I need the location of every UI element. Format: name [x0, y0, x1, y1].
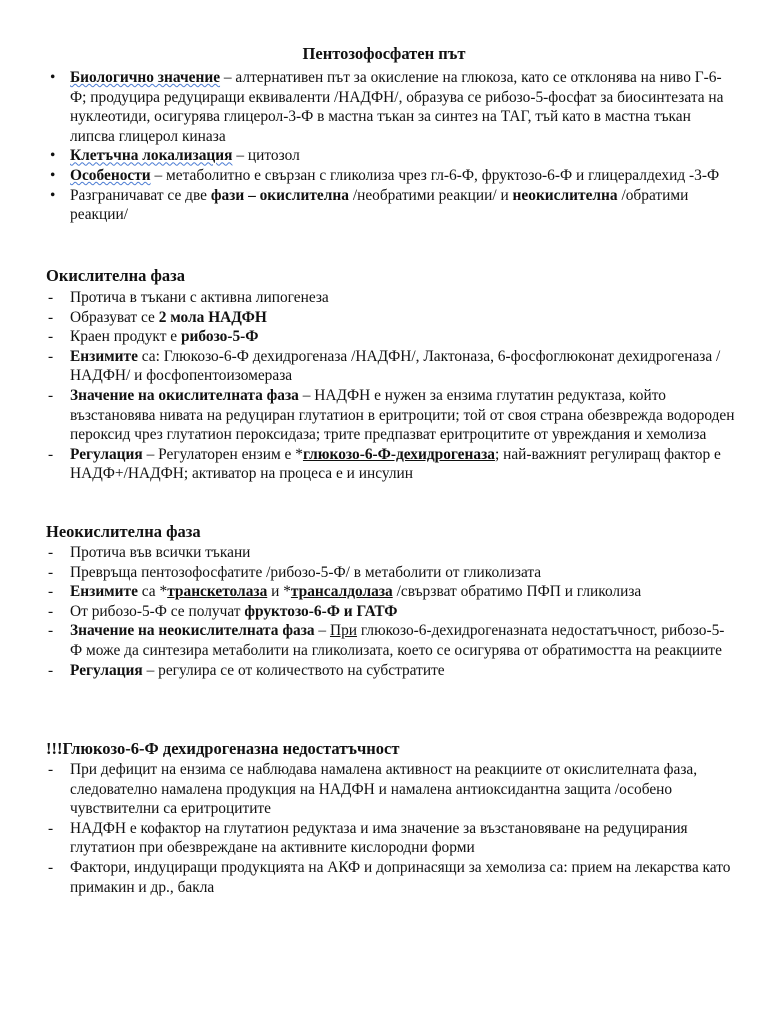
list-item	[46, 288, 736, 308]
item-bold: Регулация	[70, 661, 143, 679]
item-bold: Значение на окислителната фаза	[70, 386, 299, 404]
item-text: –	[314, 622, 330, 640]
item-text: /свързват обратимо ПФП и гликолиза	[392, 583, 642, 601]
item-text: – НАДФН е нужен за ензима глутатин редуктаза, който възстановява нивата на редуциран глутатион в еритроцити; той от своя страна обезврежда водороден пероксид чрез глутатион пероксидаза; трите предпазват еритроцитите от увреждания и хемолиза	[70, 386, 735, 444]
item-text: Краен продукт е	[70, 328, 181, 346]
deficiency-section	[46, 760, 736, 897]
item-text: – метаболитно е свързан с гликолиза чрез гл-6-Ф, фруктозо-6-Ф и глицералдехид -3-Ф	[150, 166, 720, 184]
list-item	[46, 445, 736, 484]
intro-section	[46, 68, 736, 225]
list-item	[46, 621, 736, 660]
page-title: Пентозофосфатен път	[302, 44, 466, 63]
item-text: Образуват се	[70, 308, 159, 326]
item-text: – цитозол	[232, 147, 300, 165]
list-item	[46, 166, 736, 186]
intro-list	[46, 68, 736, 225]
list-item	[46, 858, 736, 897]
item-label: Особености	[70, 166, 151, 184]
item-bold: фруктозо-6-Ф и ГАТФ	[244, 602, 398, 620]
nonoxidative-section	[46, 543, 736, 680]
item-text: – регулира се от количеството на субстратите	[142, 661, 445, 679]
section-heading-deficiency: !!!Глюкозо-6-Ф дехидрогеназна недостатъчност	[46, 739, 400, 758]
item-bold: фази	[210, 186, 245, 204]
list-item	[46, 347, 736, 386]
oxidative-list	[46, 288, 736, 484]
list-item	[46, 819, 736, 858]
item-text: От рибозо-5-Ф се получат	[70, 602, 245, 620]
item-bold: рибозо-5-Ф	[180, 328, 259, 346]
item-text: – алтернативен път за окисление на глюкоза, като се отклонява на ниво Г-6-Ф; продуцира редуциращи еквиваленти /НАДФН/, образува се рибозо-5-фосфат за биосинтезата на нуклеотиди, осигурява глицерол-3-Ф в мастна тъкан за синтез на ТАГ, тъй като в мастна тъкан липсва глицерол киназа	[70, 69, 724, 145]
item-label: Биологично значение	[70, 69, 221, 86]
section-heading-nonoxidative: Неокислителна фаза	[46, 522, 201, 541]
item-bold: Ензимите	[70, 583, 138, 601]
item-underlined: транскетолаза	[167, 583, 268, 601]
item-text: Протича във всички тъкани	[70, 544, 251, 561]
list-item	[46, 661, 736, 681]
list-item	[46, 760, 736, 819]
deficiency-list	[46, 760, 736, 897]
list-item	[46, 543, 736, 563]
item-text: НАДФН е кофактор на глутатион редуктаза и има значение за възстановяване на редуцирания глутатион при обезвреждане на активните кислородни форми	[70, 819, 688, 857]
item-text: глюкозо-6-дехидрогеназната недостатъчност, рибозо-5-Ф може да синтезира метаболити на гликолизата, което се осигурява от обратимостта на реакциите	[70, 622, 725, 659]
item-bold: –	[244, 186, 260, 204]
list-item	[46, 386, 736, 445]
item-underlined: глюкозо-6-Ф-дехидрогеназа	[302, 445, 495, 463]
list-item	[46, 146, 736, 166]
item-text: са *	[137, 583, 168, 601]
item-bold: 2 мола НАДФН	[158, 308, 267, 326]
list-item	[46, 582, 736, 602]
section-heading-oxidative: Окислителна фаза	[46, 266, 186, 285]
item-label: Клетъчна локализация	[70, 147, 233, 165]
item-text: са: Глюкозо-6-Ф дехидрогеназа /НАДФН/, Лактоназа, 6-фосфоглюконат дехидрогеназа /НАДФН/ и фосфопентоизомераза	[70, 347, 721, 385]
list-item	[46, 602, 736, 622]
item-text: ; най-важният регулиращ фактор е НАДФ+/НАДФН; активатор на процеса е и инсулин	[70, 445, 721, 483]
item-underlined: трансалдолаза	[290, 583, 393, 601]
list-item	[46, 327, 736, 347]
item-bold: неокислителна	[512, 186, 618, 204]
item-text: Разграничават се две	[70, 186, 211, 204]
list-item	[46, 563, 736, 583]
item-text: – Регулаторен ензим е *	[142, 445, 303, 463]
list-item	[46, 186, 736, 225]
item-text: При дефицит на ензима се наблюдава намалена активност на реакциите от окислителната фаза, следователно намалена продукция на НАДФН и намалена антиоксидантна защита /особено чувствителни са еритроцитите	[70, 761, 698, 818]
item-text: Превръща пентозофосфатите /рибозо-5-Ф/ в метаболити от гликолизата	[70, 563, 542, 581]
item-text: и *	[267, 583, 291, 601]
item-bold: Ензимите	[70, 347, 138, 365]
item-bold: Значение на неокислителната фаза	[70, 622, 315, 640]
item-text: Фактори, индуциращи продукцията на АКФ и допринасящи за хемолиза са: прием на лекарства като примакин и др., бакла	[70, 858, 731, 896]
list-item	[46, 308, 736, 328]
item-text: /обратими реакции/	[70, 186, 689, 224]
list-item	[46, 68, 736, 146]
oxidative-section	[46, 288, 736, 484]
item-bold: Регулация	[70, 445, 143, 463]
nonoxidative-list	[46, 543, 736, 680]
item-bold: окислителна	[259, 186, 349, 204]
item-text: /необратими реакции/ и	[348, 186, 513, 204]
item-underlined: При	[329, 622, 358, 640]
item-text: Протича в тъкани с активна липогенеза	[70, 289, 329, 306]
